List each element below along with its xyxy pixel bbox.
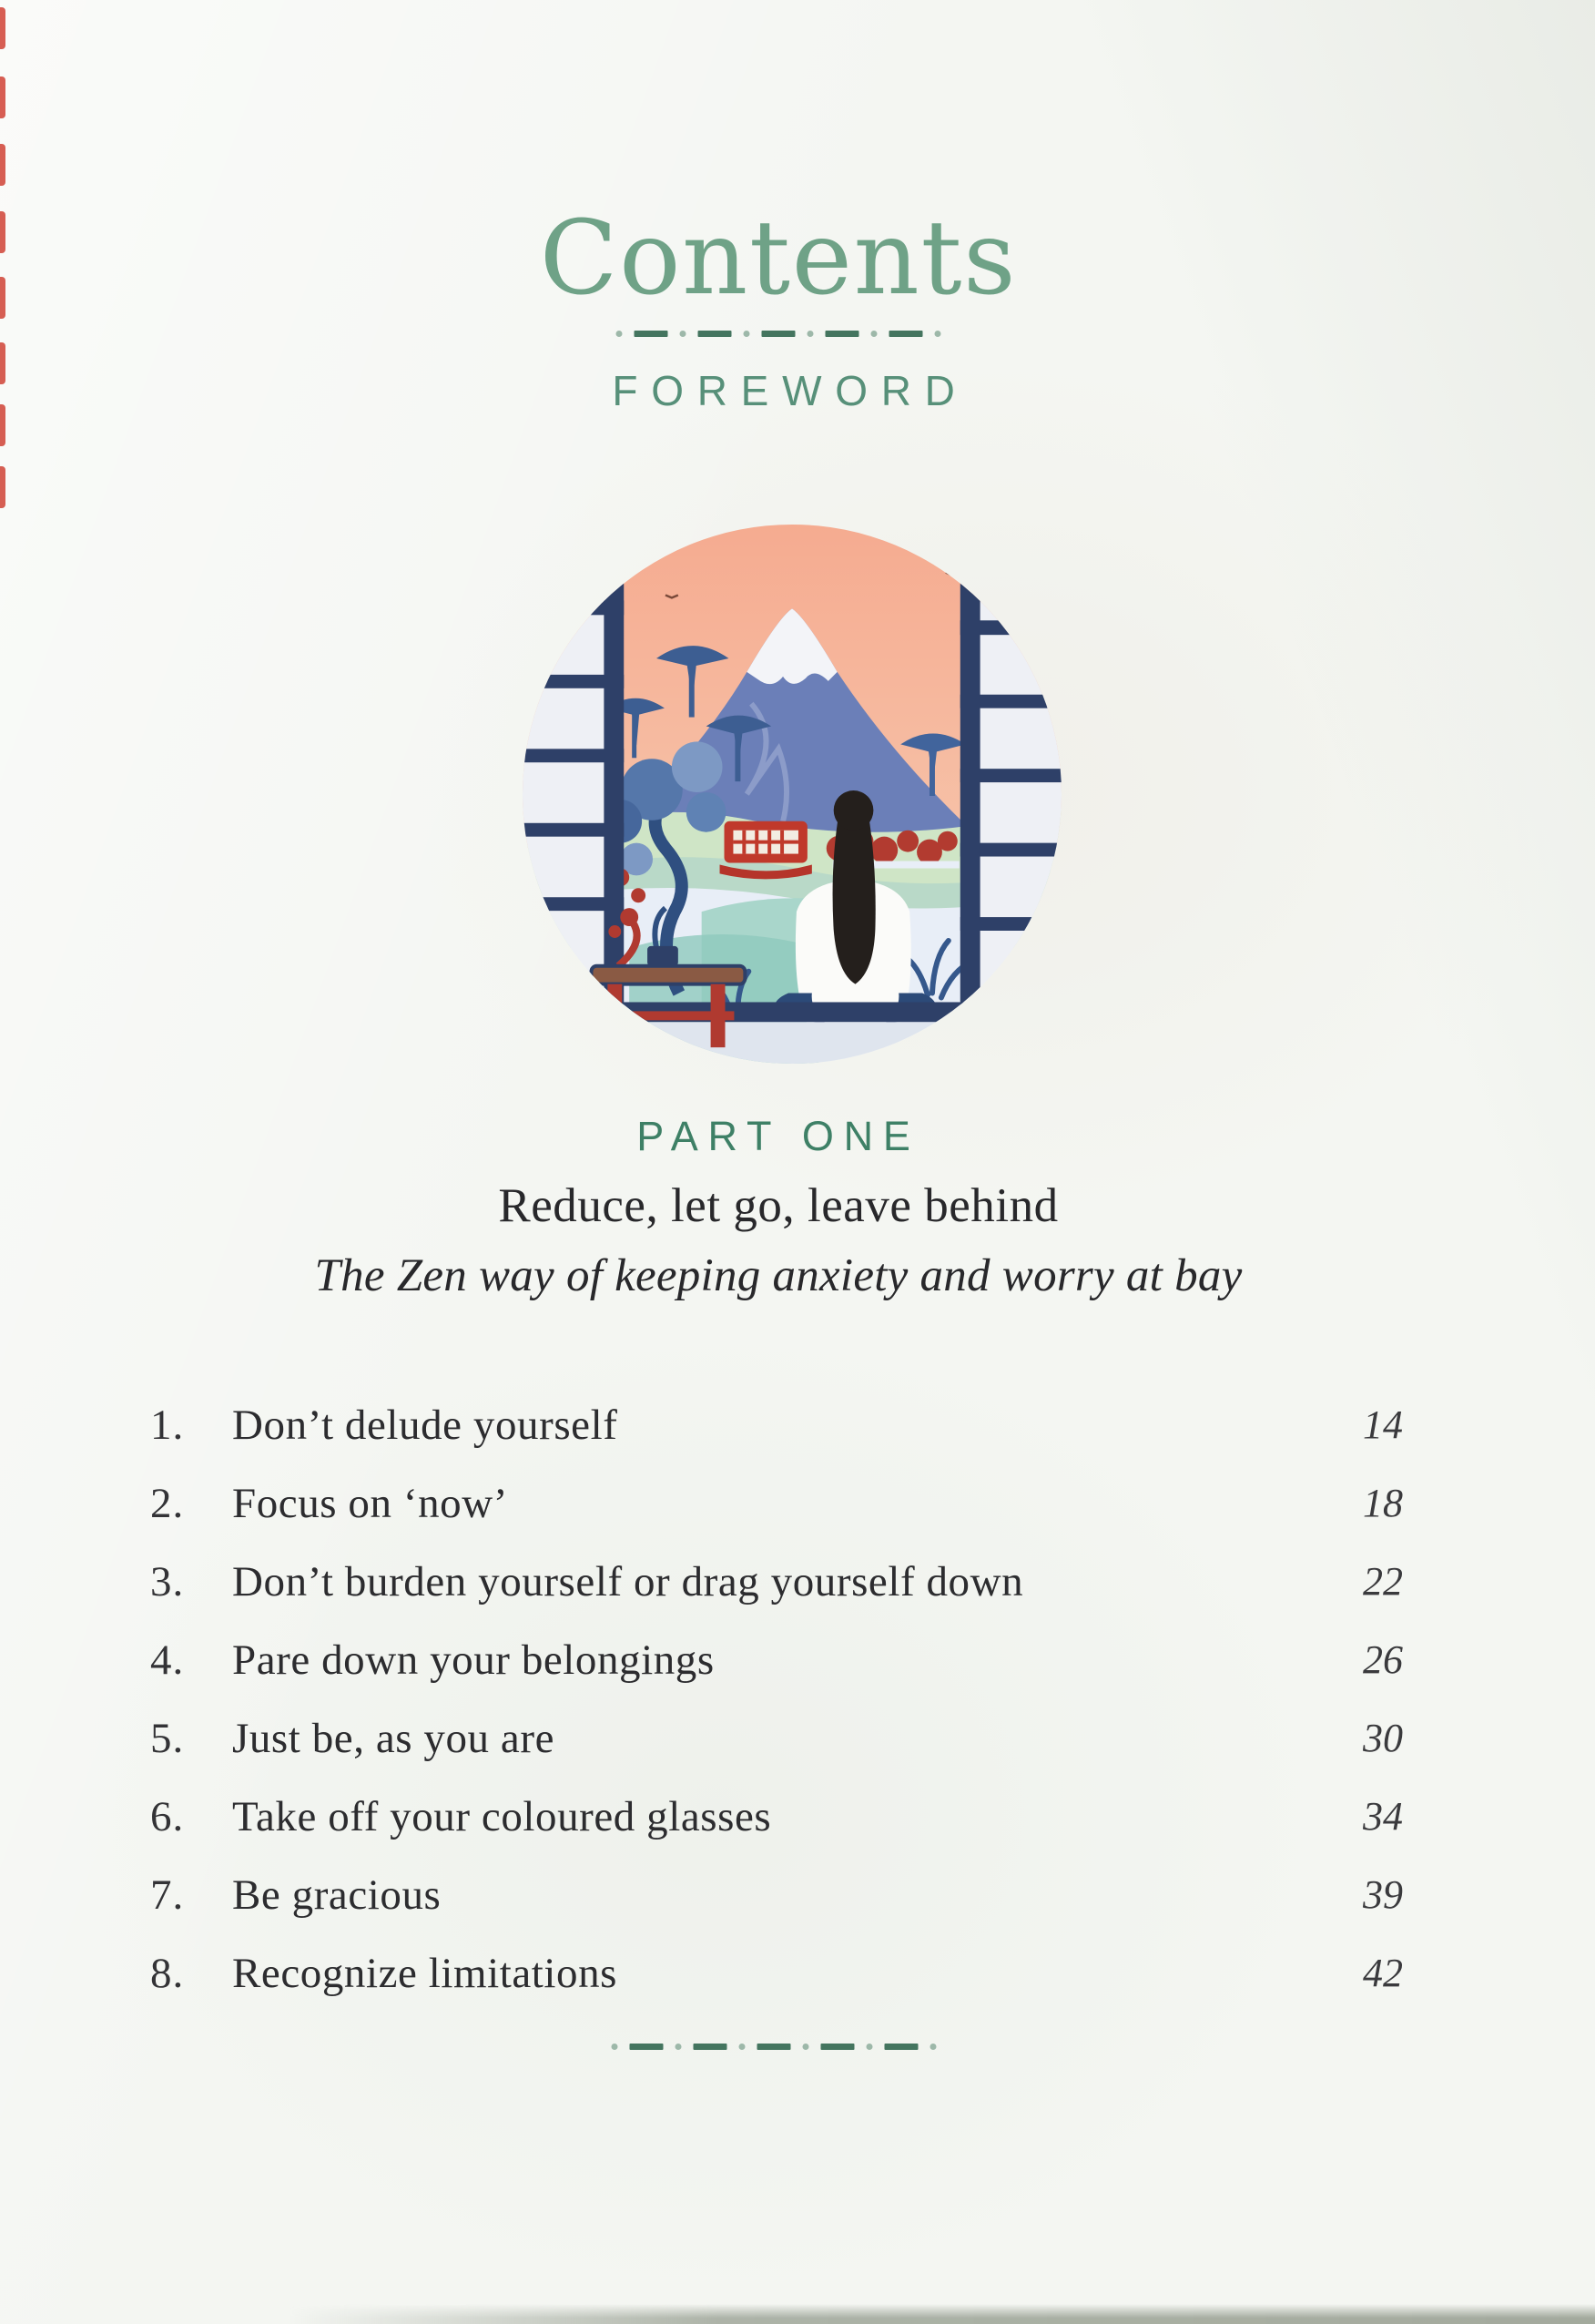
part-one-heading: Reduce, let go, leave behind <box>498 1179 1059 1232</box>
photo-bottom-edge <box>0 2304 1595 2324</box>
dash-dot-divider-bottom <box>612 2042 937 2051</box>
toc-entry <box>150 1869 1403 1947</box>
toc-entry <box>150 1399 1403 1477</box>
toc-entry-title: Don’t delude yourself <box>232 1402 618 1449</box>
toc-entry-title: Don’t burden yourself or drag yourself down <box>232 1558 1024 1605</box>
toc-entry-number: 5. <box>150 1715 185 1762</box>
toc-entry-number: 6. <box>150 1793 185 1840</box>
toc-entry-page: 26 <box>1363 1637 1403 1682</box>
page-edge-marks <box>0 0 7 546</box>
toc-entry-page: 34 <box>1363 1794 1403 1839</box>
toc-entry-title: Take off your coloured glasses <box>232 1793 772 1840</box>
meditation-window-scene-icon <box>521 523 1063 1065</box>
toc-entry <box>150 1477 1403 1555</box>
toc-entry-page: 14 <box>1363 1402 1403 1447</box>
foreword-heading: FOREWORD <box>612 367 969 414</box>
toc-entry-number: 4. <box>150 1636 185 1684</box>
table-of-contents <box>150 1399 1403 2025</box>
toc-entry-number: 8. <box>150 1950 185 1997</box>
toc-entry-page: 18 <box>1363 1481 1403 1525</box>
toc-entry <box>150 1634 1403 1712</box>
toc-entry-number: 3. <box>150 1558 185 1605</box>
toc-entry-title: Just be, as you are <box>232 1715 554 1762</box>
toc-entry <box>150 1947 1403 2025</box>
toc-entry-page: 39 <box>1363 1872 1403 1917</box>
toc-entry <box>150 1555 1403 1634</box>
toc-entry-page: 22 <box>1363 1559 1403 1604</box>
page-title: Contents <box>539 199 1018 318</box>
toc-entry-number: 1. <box>150 1402 185 1449</box>
part-one-label: PART ONE <box>636 1113 920 1159</box>
zen-illustration <box>521 523 1063 1065</box>
toc-entry <box>150 1712 1403 1790</box>
dash-dot-divider-top <box>616 329 941 338</box>
toc-entry-title: Focus on ‘now’ <box>232 1480 508 1527</box>
toc-entry-page: 30 <box>1363 1716 1403 1760</box>
toc-entry-title: Pare down your belongings <box>232 1636 715 1684</box>
toc-entry-page: 42 <box>1363 1951 1403 1995</box>
part-one-subheading: The Zen way of keeping anxiety and worry at bay <box>314 1250 1243 1301</box>
toc-entry-number: 2. <box>150 1480 185 1527</box>
toc-entry-number: 7. <box>150 1871 185 1919</box>
toc-entry-title: Be gracious <box>232 1871 442 1919</box>
toc-entry-title: Recognize limitations <box>232 1950 618 1997</box>
toc-entry <box>150 1790 1403 1869</box>
